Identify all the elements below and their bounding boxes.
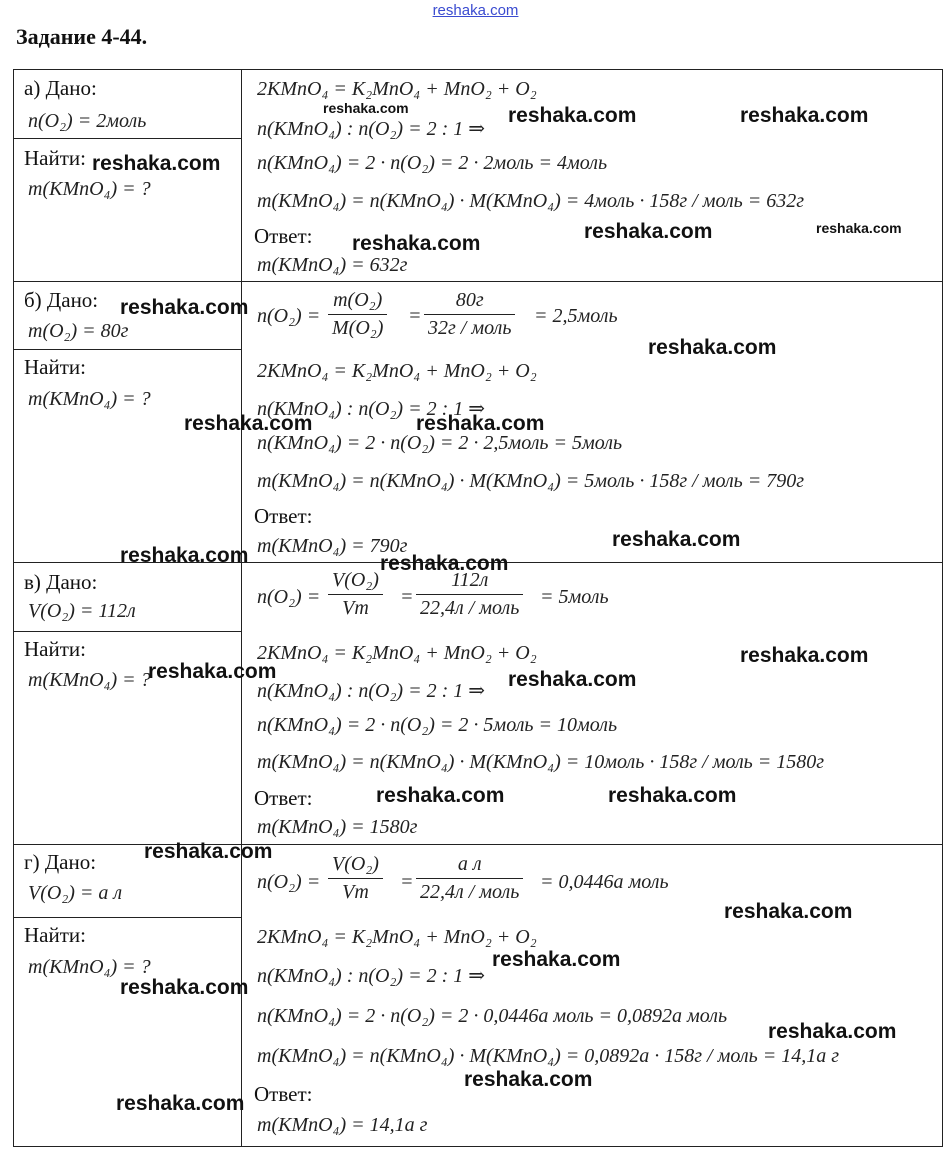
given-value-c: V(O₂) = 112л bbox=[28, 600, 136, 622]
fraction-numerator: m(O₂) bbox=[328, 289, 387, 315]
watermark: reshaka.com bbox=[323, 100, 409, 116]
fraction-denominator: Vm bbox=[342, 881, 369, 903]
given-divider bbox=[14, 138, 242, 139]
fraction-values-d bbox=[416, 853, 523, 904]
fraction-denominator: M(O₂) bbox=[332, 317, 384, 339]
find-label-b: Найти: bbox=[24, 355, 86, 379]
equation-ratio-d: n(KMnO₄) : n(O₂) = 2 : 1 ⇒ bbox=[257, 965, 486, 987]
fraction-denominator: 22,4л / моль bbox=[420, 597, 520, 619]
watermark: reshaka.com bbox=[148, 660, 277, 683]
task-title: Задание 4-44. bbox=[16, 24, 148, 49]
watermark: reshaka.com bbox=[648, 336, 777, 359]
equation-ratio-c: n(KMnO₄) : n(O₂) = 2 : 1 ⇒ bbox=[257, 680, 486, 702]
watermark: reshaka.com bbox=[376, 784, 505, 807]
watermark: reshaka.com bbox=[380, 552, 509, 575]
watermark: reshaka.com bbox=[584, 220, 713, 243]
equation-reaction-b: 2KMnO₄ = K₂MnO₄ + MnO₂ + O₂ bbox=[257, 360, 537, 382]
find-label-d: Найти: bbox=[24, 923, 86, 947]
given-label-b: б) Дано: bbox=[24, 288, 99, 312]
watermark: reshaka.com bbox=[120, 296, 249, 319]
given-value-b: m(O₂) = 80г bbox=[28, 320, 129, 342]
watermark: reshaka.com bbox=[144, 840, 273, 863]
given-divider bbox=[14, 631, 242, 632]
watermark: reshaka.com bbox=[740, 644, 869, 667]
fraction-result-c: = 5моль bbox=[540, 586, 609, 608]
find-value-d: m(KMnO₄) = ? bbox=[28, 956, 151, 978]
answer-value-a: m(KMnO₄) = 632г bbox=[257, 254, 408, 276]
fraction-numerator: V(O₂) bbox=[328, 853, 383, 879]
find-label-a: Найти: bbox=[24, 146, 86, 170]
watermark: reshaka.com bbox=[352, 232, 481, 255]
watermark: reshaka.com bbox=[492, 948, 621, 971]
watermark: reshaka.com bbox=[816, 220, 902, 236]
equation-mass-b: m(KMnO₄) = n(KMnO₄) · M(KMnO₄) = 5моль · 158г / моль = 790г bbox=[257, 470, 805, 492]
fraction-numerator: a л bbox=[416, 853, 523, 879]
fraction-denominator: 32г / моль bbox=[428, 317, 512, 339]
watermark: reshaka.com bbox=[508, 668, 637, 691]
answer-value-d: m(KMnO₄) = 14,1a г bbox=[257, 1114, 428, 1136]
equals-sign: = bbox=[400, 586, 414, 608]
equation-amount-a: n(KMnO₄) = 2 · n(O₂) = 2 · 2моль = 4моль bbox=[257, 152, 608, 174]
fraction-denominator: 22,4л / моль bbox=[420, 881, 520, 903]
part-divider bbox=[14, 281, 942, 282]
equation-amount-d: n(KMnO₄) = 2 · n(O₂) = 2 · 0,0446a моль = 0,0892a моль bbox=[257, 1005, 728, 1027]
answer-label-c: Ответ: bbox=[254, 786, 313, 810]
answer-value-c: m(KMnO₄) = 1580г bbox=[257, 816, 418, 838]
fraction-result-d: = 0,0446a моль bbox=[540, 871, 669, 893]
fraction-numerator: V(O₂) bbox=[328, 569, 383, 595]
find-value-b: m(KMnO₄) = ? bbox=[28, 388, 151, 410]
find-value-c: m(KMnO₄) = ? bbox=[28, 669, 151, 691]
given-value-a: n(O₂) = 2моль bbox=[28, 110, 147, 132]
equation-amount-c: n(KMnO₄) = 2 · n(O₂) = 2 · 5моль = 10моль bbox=[257, 714, 618, 736]
given-value-d: V(O₂) = a л bbox=[28, 882, 123, 904]
given-label-a: а) Дано: bbox=[24, 76, 97, 100]
watermark: reshaka.com bbox=[612, 528, 741, 551]
fraction-lhs-d: n(O₂) = bbox=[257, 871, 321, 893]
watermark: reshaka.com bbox=[608, 784, 737, 807]
given-divider bbox=[14, 917, 242, 918]
fraction-values-c bbox=[416, 569, 523, 620]
equation-reaction-a: 2KMnO₄ = K₂MnO₄ + MnO₂ + O₂ bbox=[257, 78, 537, 100]
fraction-lhs-b: n(O₂) = bbox=[257, 305, 321, 327]
given-label-c: в) Дано: bbox=[24, 570, 98, 594]
equation-mass-a: m(KMnO₄) = n(KMnO₄) · M(KMnO₄) = 4моль · 158г / моль = 632г bbox=[257, 190, 805, 212]
equation-ratio-b: n(KMnO₄) : n(O₂) = 2 : 1 ⇒ bbox=[257, 398, 486, 420]
watermark: reshaka.com bbox=[508, 104, 637, 127]
fraction-formula-d bbox=[328, 853, 383, 904]
site-link[interactable]: reshaka.com bbox=[432, 2, 519, 19]
answer-label-b: Ответ: bbox=[254, 504, 313, 528]
watermark: reshaka.com bbox=[116, 1092, 245, 1115]
watermark: reshaka.com bbox=[768, 1020, 897, 1043]
answer-label-d: Ответ: bbox=[254, 1082, 313, 1106]
equation-reaction-c: 2KMnO₄ = K₂MnO₄ + MnO₂ + O₂ bbox=[257, 642, 537, 664]
watermark: reshaka.com bbox=[120, 544, 249, 567]
fraction-formula-b bbox=[328, 289, 387, 340]
watermark: reshaka.com bbox=[464, 1068, 593, 1091]
watermark: reshaka.com bbox=[724, 900, 853, 923]
equals-sign: = bbox=[408, 305, 422, 327]
watermark: reshaka.com bbox=[120, 976, 249, 999]
fraction-formula-c bbox=[328, 569, 383, 620]
equation-amount-b: n(KMnO₄) = 2 · n(O₂) = 2 · 2,5моль = 5моль bbox=[257, 432, 623, 454]
equation-mass-c: m(KMnO₄) = n(KMnO₄) · M(KMnO₄) = 10моль · 158г / моль = 1580г bbox=[257, 751, 825, 773]
equation-mass-d: m(KMnO₄) = n(KMnO₄) · M(KMnO₄) = 0,0892a · 158г / моль = 14,1a г bbox=[257, 1045, 839, 1067]
equals-sign: = bbox=[400, 871, 414, 893]
find-label-c: Найти: bbox=[24, 637, 86, 661]
fraction-lhs-c: n(O₂) = bbox=[257, 586, 321, 608]
fraction-numerator: 112л bbox=[416, 569, 523, 595]
given-divider bbox=[14, 349, 242, 350]
fraction-denominator: Vm bbox=[342, 597, 369, 619]
watermark: reshaka.com bbox=[740, 104, 869, 127]
fraction-numerator: 80г bbox=[424, 289, 515, 315]
equation-reaction-d: 2KMnO₄ = K₂MnO₄ + MnO₂ + O₂ bbox=[257, 926, 537, 948]
answer-value-b: m(KMnO₄) = 790г bbox=[257, 535, 408, 557]
fraction-values-b bbox=[424, 289, 515, 340]
given-label-d: г) Дано: bbox=[24, 850, 97, 874]
fraction-result-b: = 2,5моль bbox=[534, 305, 618, 327]
watermark: reshaka.com bbox=[416, 412, 545, 435]
find-value-a: m(KMnO₄) = ? bbox=[28, 178, 151, 200]
watermark: reshaka.com bbox=[92, 152, 221, 175]
equation-ratio-a: n(KMnO₄) : n(O₂) = 2 : 1 ⇒ bbox=[257, 118, 486, 140]
watermark: reshaka.com bbox=[184, 412, 313, 435]
answer-label-a: Ответ: bbox=[254, 224, 313, 248]
